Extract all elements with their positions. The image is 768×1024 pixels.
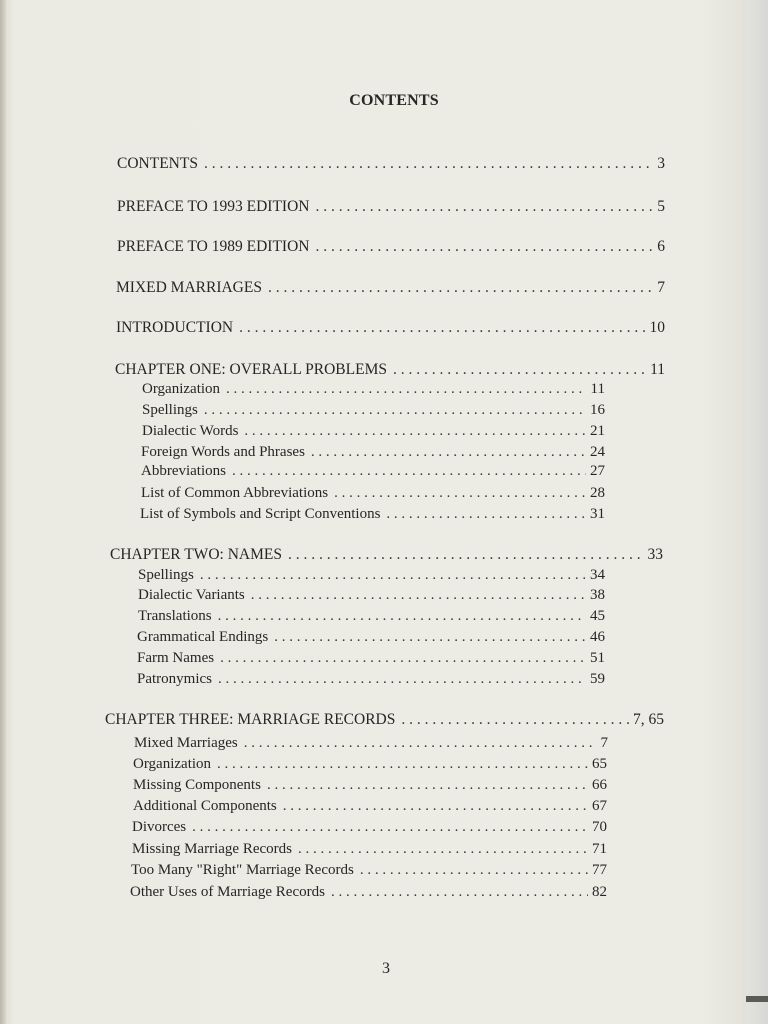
toc-subentry (138, 587, 605, 607)
toc-entry-label: Divorces (132, 819, 187, 835)
toc-entry-label: Organization (133, 756, 212, 772)
toc-dot-leader (200, 567, 586, 584)
toc-chapter-entry (105, 711, 664, 731)
toc-entry-page: 24 (590, 444, 605, 460)
page-right-edge (746, 0, 768, 1024)
toc-entry-page: 38 (590, 587, 605, 603)
toc-subentry (137, 629, 605, 649)
toc-entry-label: Mixed Marriages (134, 735, 238, 751)
toc-entry-label: PREFACE TO 1989 EDITION (117, 238, 310, 255)
toc-entry-label: Dialectic Words (142, 423, 239, 439)
toc-entry (116, 279, 665, 299)
toc-entry-label: List of Common Abbreviations (141, 485, 329, 501)
toc-entry-page: 33 (647, 546, 663, 563)
toc-dot-leader (331, 884, 588, 901)
toc-entry (117, 155, 665, 175)
toc-subentry (132, 819, 607, 839)
toc-entry-page: 70 (592, 819, 607, 835)
toc-entry-label: Farm Names (137, 650, 215, 666)
toc-entry-page: 51 (590, 650, 605, 666)
toc-entry-page: 28 (590, 485, 605, 501)
toc-dot-leader (393, 361, 646, 379)
toc-entry-page: 7 (657, 279, 665, 296)
toc-entry-label: Missing Marriage Records (132, 841, 292, 857)
toc-entry-label: CHAPTER ONE: OVERALL PROBLEMS (115, 361, 387, 378)
toc-dot-leader (315, 238, 653, 256)
toc-subentry (141, 444, 605, 464)
toc-entry-page: 21 (590, 423, 605, 439)
toc-entry-label: Spellings (138, 567, 194, 583)
toc-subentry (130, 884, 607, 904)
toc-entry-label: Organization (142, 381, 221, 397)
toc-subentry (142, 402, 605, 422)
toc-dot-leader (274, 629, 586, 646)
toc-subentry (137, 650, 605, 670)
toc-subentry (131, 862, 607, 882)
toc-entry-label: Additional Components (133, 798, 277, 814)
toc-entry-label: CHAPTER TWO: NAMES (110, 546, 282, 563)
toc-subentry (142, 381, 605, 401)
toc-entry-page: 31 (590, 506, 605, 522)
toc-entry-page: 3 (657, 155, 665, 172)
toc-entry-label: Abbreviations (141, 463, 226, 479)
toc-chapter-entry (115, 361, 665, 381)
contents-heading: CONTENTS (349, 92, 439, 109)
toc-subentry (134, 735, 608, 755)
toc-entry-label: Foreign Words and Phrases (141, 444, 305, 460)
toc-dot-leader (386, 506, 586, 523)
toc-entry-page: 10 (649, 319, 665, 336)
toc-entry-page: 16 (590, 402, 605, 418)
toc-entry-label: CONTENTS (117, 155, 198, 172)
toc-dot-leader (226, 381, 587, 398)
toc-dot-leader (218, 671, 586, 688)
toc-entry-page: 66 (592, 777, 607, 793)
toc-entry-label: CHAPTER THREE: MARRIAGE RECORDS (105, 711, 396, 728)
toc-dot-leader (315, 198, 653, 216)
toc-subentry (142, 423, 605, 443)
toc-subentry (141, 485, 605, 505)
toc-dot-leader (401, 711, 629, 729)
toc-entry-label: Missing Components (133, 777, 261, 793)
toc-entry-page: 82 (592, 884, 607, 900)
toc-entry-page: 46 (590, 629, 605, 645)
toc-entry (117, 198, 665, 218)
toc-dot-leader (244, 735, 597, 752)
toc-subentry (138, 608, 605, 628)
toc-subentry (133, 798, 607, 818)
toc-subentry (138, 567, 605, 587)
footer-page-number: 3 (382, 960, 390, 977)
toc-entry-page: 11 (650, 361, 665, 378)
toc-dot-leader (283, 798, 588, 815)
toc-dot-leader (192, 819, 588, 836)
toc-dot-leader (268, 279, 653, 297)
toc-dot-leader (244, 423, 586, 440)
toc-entry-label: Spellings (142, 402, 198, 418)
toc-dot-leader (218, 608, 586, 625)
toc-entry-label: Grammatical Endings (137, 629, 269, 645)
toc-entry-page: 7 (600, 735, 608, 751)
toc-entry-label: Other Uses of Marriage Records (130, 884, 325, 900)
toc-entry-page: 27 (590, 463, 605, 479)
page-corner-shadow (746, 996, 768, 1002)
toc-entry-page: 34 (590, 567, 605, 583)
toc-entry-page: 5 (657, 198, 665, 215)
toc-entry-label: Translations (138, 608, 212, 624)
toc-dot-leader (360, 862, 588, 879)
toc-subentry (133, 756, 607, 776)
toc-entry-label: PREFACE TO 1993 EDITION (117, 198, 310, 215)
toc-dot-leader (298, 841, 588, 858)
toc-entry-label: Patronymics (137, 671, 212, 687)
toc-entry-label: Dialectic Variants (138, 587, 245, 603)
toc-chapter-entry (110, 546, 663, 566)
toc-entry-page: 67 (592, 798, 607, 814)
toc-dot-leader (204, 402, 586, 419)
toc-subentry (133, 777, 607, 797)
toc-dot-leader (204, 155, 653, 173)
toc-entry-page: 7, 65 (633, 711, 664, 728)
toc-dot-leader (232, 463, 586, 480)
toc-dot-leader (311, 444, 586, 461)
toc-entry (116, 319, 665, 339)
toc-dot-leader (334, 485, 586, 502)
toc-entry-page: 59 (590, 671, 605, 687)
toc-dot-leader (267, 777, 588, 794)
toc-entry-label: MIXED MARRIAGES (116, 279, 262, 296)
toc-entry-label: Too Many "Right" Marriage Records (131, 862, 354, 878)
toc-subentry (141, 463, 605, 483)
toc-dot-leader (251, 587, 586, 604)
page-binding-edge (0, 0, 6, 1024)
toc-subentry (140, 506, 605, 526)
toc-entry-label: List of Symbols and Script Conventions (140, 506, 381, 522)
toc-entry-page: 65 (592, 756, 607, 772)
toc-dot-leader (239, 319, 645, 337)
toc-subentry (137, 671, 605, 691)
toc-entry-page: 6 (657, 238, 665, 255)
toc-entry-page: 11 (590, 381, 605, 397)
toc-subentry (132, 841, 607, 861)
toc-dot-leader (220, 650, 586, 667)
toc-entry-page: 45 (590, 608, 605, 624)
toc-dot-leader (217, 756, 588, 773)
toc-entry-label: INTRODUCTION (116, 319, 234, 336)
toc-entry-page: 77 (592, 862, 607, 878)
toc-dot-leader (288, 546, 644, 564)
toc-entry (117, 238, 665, 258)
toc-entry-page: 71 (592, 841, 607, 857)
